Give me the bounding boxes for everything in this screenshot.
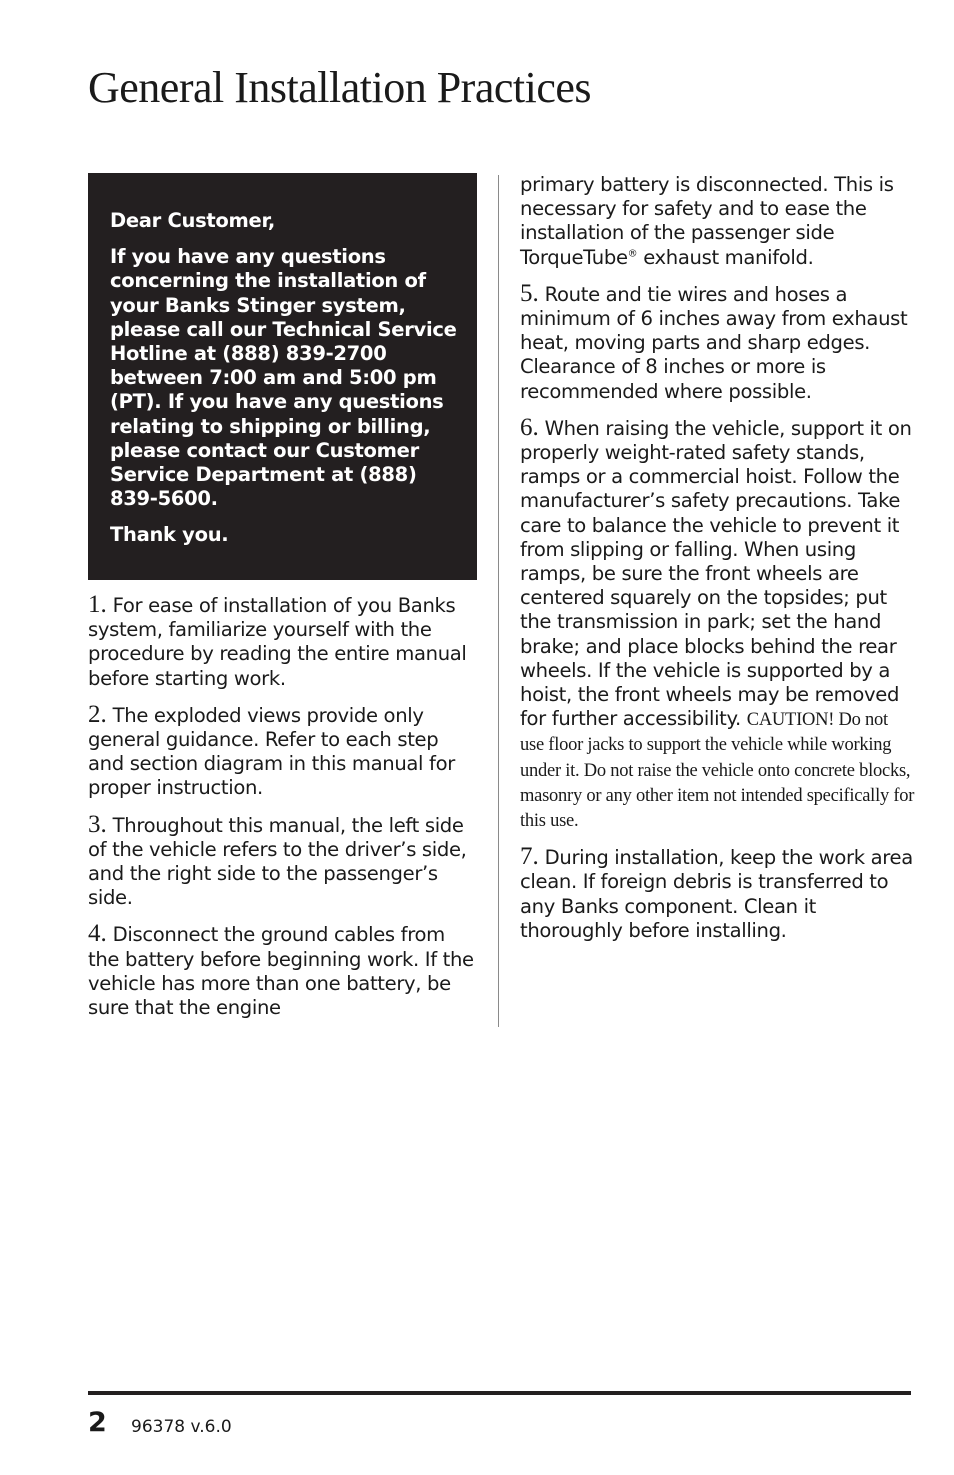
notice-greeting: Dear Customer, xyxy=(110,209,275,232)
step-6 xyxy=(520,413,915,833)
page-title: General Installation Practices xyxy=(88,63,592,112)
customer-notice-box xyxy=(88,173,477,580)
step-text: Disconnect the ground cables from the battery before beginning work. If the vehicle has more than one battery, be sure that the engine xyxy=(88,923,474,1020)
step-number: 2. xyxy=(88,700,107,728)
step-4-part-2 xyxy=(520,173,915,270)
step-number: 7. xyxy=(520,843,539,871)
page-number: 2 xyxy=(88,1407,107,1438)
notice-closing: Thank you. xyxy=(110,523,229,547)
step-2 xyxy=(88,700,480,801)
step-3 xyxy=(88,810,480,911)
step-number: 4. xyxy=(88,920,107,948)
step-5 xyxy=(520,279,915,404)
step-text: The exploded views provide only general guidance. Refer to each step and section diagram in this manual for proper instruction. xyxy=(88,703,455,800)
step-number: 1. xyxy=(88,591,107,618)
steps-list-left xyxy=(88,593,480,1020)
footer-rule xyxy=(88,1391,911,1395)
left-column xyxy=(88,173,480,1032)
step-text: Route and tie wires and hoses a minimum of 6 inches away from exhaust heat, moving parts and sharp edges. Clearance of 8 inches or more is recommended where possible. xyxy=(520,282,908,403)
column-divider xyxy=(498,175,499,1027)
step-text: During installation, keep the work area clean. If foreign debris is transferred to any Banks component. Clean it thoroughly before installing. xyxy=(520,846,913,942)
step-7 xyxy=(520,845,915,943)
step-text: primary battery is disconnected. This is necessary for safety and to ease the installation of the passenger side TorqueTube xyxy=(520,173,894,269)
step-4-part-1 xyxy=(88,922,480,1020)
right-column xyxy=(520,173,915,955)
caution-note: CAUTION! Do not use floor jacks to support the vehicle while working under it. Do not raise the vehicle onto concrete blocks, masonry or any other item not intended specifically for this use. xyxy=(520,710,915,832)
step-number: 3. xyxy=(88,810,107,838)
document-id: 96378 v.6.0 xyxy=(131,1417,232,1437)
step-text-end: exhaust manifold. xyxy=(637,245,814,269)
step-text: Throughout this manual, the left side of the vehicle refers to the driver’s side, and the right side to the passenger’s side. xyxy=(88,813,467,910)
notice-message: If you have any questions concerning the installation of your Banks Stinger system, please call our Technical Service Hotline at (888) 839-2700 between 7:00 am and 5:00 pm (PT). If you have any questions relating to shipping or billing, please contact our Customer Service Department at (888) 839-5600. xyxy=(110,245,457,511)
step-number: 6. xyxy=(520,413,539,441)
step-1 xyxy=(88,593,480,691)
step-text: For ease of installation of you Banks system, familiarize yourself with the procedure by reading the entire manual before starting work. xyxy=(88,594,467,690)
step-text: When raising the vehicle, support it on properly weight-rated safety stands, ramps or a commercial hoist. Follow the manufacturer’s safety precautions. Take care to balance the vehicle to prevent it from slipping or falling. When using ramps, be sure the front wheels are centered squarely on the topsides; put the transmission in park; set the hand brake; and place blocks behind the rear wheels. If the vehicle is supported by a hoist, the front wheels may be removed for further accessibility. xyxy=(520,416,912,731)
registered-mark: ® xyxy=(627,248,638,260)
step-number: 5. xyxy=(520,279,539,307)
